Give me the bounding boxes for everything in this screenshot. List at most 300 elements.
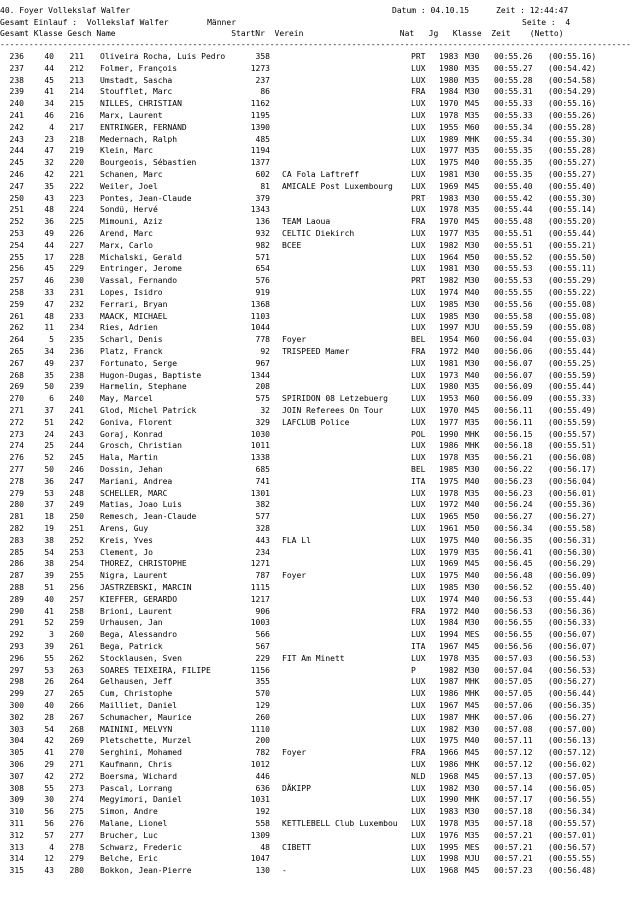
age-class: M35 bbox=[465, 229, 480, 238]
nationality: LUX bbox=[411, 111, 426, 120]
runner-name: Hala, Martin bbox=[100, 453, 158, 463]
net-time: (00:57.05) bbox=[548, 771, 597, 781]
gross-time: 00:55.33 bbox=[494, 111, 533, 120]
overall-rank: 283 bbox=[9, 535, 24, 545]
nationality: LUX bbox=[411, 75, 426, 85]
overall-rank: 264 bbox=[9, 335, 24, 345]
class-rank: 26 bbox=[44, 677, 54, 687]
runner-name: Bokkon, Jean-Pierre bbox=[100, 866, 192, 876]
nationality: LUX bbox=[411, 146, 426, 156]
gender-rank: 233 bbox=[69, 311, 84, 321]
gender-rank: 259 bbox=[69, 618, 84, 628]
gender-rank: 226 bbox=[69, 229, 84, 238]
class-rank: 38 bbox=[44, 535, 54, 545]
runner-name: Schanen, Marc bbox=[100, 170, 163, 179]
runner-name: Ries, Adrien bbox=[100, 323, 158, 333]
start-number: 485 bbox=[255, 134, 270, 144]
nationality: LUX bbox=[411, 712, 426, 722]
gender-rank: 251 bbox=[69, 524, 84, 533]
start-number: 92 bbox=[260, 347, 270, 356]
overall-rank: 281 bbox=[9, 512, 24, 522]
overall-rank: 310 bbox=[9, 807, 24, 817]
class-rank: 41 bbox=[44, 606, 54, 616]
gender-rank: 250 bbox=[69, 512, 84, 522]
overall-rank: 305 bbox=[9, 748, 24, 758]
net-time: (00:55.30) bbox=[548, 193, 597, 203]
runner-name: Klein, Marc bbox=[100, 146, 153, 156]
table-row bbox=[0, 630, 638, 640]
class-rank: 39 bbox=[44, 642, 54, 651]
start-number: 81 bbox=[260, 181, 270, 191]
overall-rank: 290 bbox=[9, 606, 24, 616]
nationality: ITA bbox=[411, 642, 426, 651]
runner-name: Bega, Patrick bbox=[100, 642, 163, 651]
gross-time: 00:55.51 bbox=[494, 229, 533, 238]
club: CIBETT bbox=[282, 842, 311, 852]
runner-name: Stoufflet, Marc bbox=[100, 87, 173, 97]
gross-time: 00:55.52 bbox=[494, 252, 533, 262]
gross-time: 00:57.21 bbox=[494, 830, 533, 840]
start-number: 1012 bbox=[250, 760, 270, 769]
table-row bbox=[0, 99, 638, 109]
overall-rank: 270 bbox=[9, 394, 24, 404]
runner-name: Schwarz, Frederic bbox=[100, 842, 182, 852]
gross-time: 00:55.26 bbox=[494, 52, 533, 61]
class-rank: 50 bbox=[44, 465, 54, 474]
gender-rank: 219 bbox=[69, 146, 84, 156]
class-rank: 33 bbox=[44, 288, 54, 297]
gender-rank: 257 bbox=[69, 594, 84, 604]
class-rank: 49 bbox=[44, 358, 54, 368]
start-number: 919 bbox=[255, 288, 270, 297]
overall-rank: 278 bbox=[9, 476, 24, 486]
class-rank: 29 bbox=[44, 760, 54, 769]
net-time: (00:55.08) bbox=[548, 323, 597, 333]
class-rank: 42 bbox=[44, 170, 54, 179]
gross-time: 00:57.21 bbox=[494, 842, 533, 852]
gender-rank: 222 bbox=[69, 181, 84, 191]
overall-rank: 238 bbox=[9, 75, 24, 85]
overall-rank: 239 bbox=[9, 87, 24, 97]
age-class: M35 bbox=[465, 547, 480, 557]
net-time: (00:55.57) bbox=[548, 429, 597, 439]
birth-year: 1994 bbox=[439, 630, 459, 640]
table-row bbox=[0, 406, 638, 416]
nationality: LUX bbox=[411, 134, 426, 144]
class-rank: 48 bbox=[44, 311, 54, 321]
birth-year: 1982 bbox=[439, 665, 459, 675]
table-row bbox=[0, 536, 638, 546]
nationality: FRA bbox=[411, 347, 426, 356]
age-class: MES bbox=[465, 630, 480, 640]
table-row bbox=[0, 87, 638, 97]
class-rank: 3 bbox=[49, 630, 54, 640]
runner-name: Marx, Laurent bbox=[100, 111, 163, 120]
class-rank: 43 bbox=[44, 193, 54, 203]
gross-time: 00:55.33 bbox=[494, 99, 533, 109]
net-time: (00:55.27) bbox=[548, 158, 597, 168]
overall-rank: 297 bbox=[9, 665, 24, 675]
gender-rank: 273 bbox=[69, 783, 84, 793]
birth-year: 1974 bbox=[439, 594, 459, 604]
birth-year: 1982 bbox=[439, 783, 459, 793]
gross-time: 00:57.14 bbox=[494, 783, 533, 793]
gross-time: 00:57.12 bbox=[494, 760, 533, 769]
gross-time: 00:57.03 bbox=[494, 653, 533, 663]
birth-year: 1967 bbox=[439, 701, 459, 710]
club: DÄKIPP bbox=[282, 783, 311, 793]
table-row bbox=[0, 760, 638, 770]
table-row bbox=[0, 477, 638, 487]
overall-rank: 306 bbox=[9, 760, 24, 769]
gender-rank: 235 bbox=[69, 335, 84, 345]
birth-year: 1980 bbox=[439, 382, 459, 392]
table-row bbox=[0, 500, 638, 510]
birth-year: 1969 bbox=[439, 181, 459, 191]
birth-year: 1965 bbox=[439, 512, 459, 522]
gross-time: 00:57.08 bbox=[494, 724, 533, 734]
club: SPIRIDON 08 Letzebuerg bbox=[282, 394, 388, 404]
nationality: LUX bbox=[411, 158, 426, 168]
start-number: 602 bbox=[255, 170, 270, 179]
class-rank: 35 bbox=[44, 181, 54, 191]
nationality: LUX bbox=[411, 795, 426, 805]
birth-year: 1990 bbox=[439, 795, 459, 805]
overall-rank: 272 bbox=[9, 417, 24, 427]
net-time: (00:55.50) bbox=[548, 252, 597, 262]
table-row bbox=[0, 654, 638, 664]
overall-rank: 267 bbox=[9, 358, 24, 368]
table-row bbox=[0, 123, 638, 133]
birth-year: 1980 bbox=[439, 75, 459, 85]
table-row bbox=[0, 831, 638, 841]
runner-name: Weiler, Joel bbox=[100, 181, 158, 191]
birth-year: 1961 bbox=[439, 524, 459, 533]
class-rank: 49 bbox=[44, 229, 54, 238]
start-number: 229 bbox=[255, 653, 270, 663]
gender-rank: 276 bbox=[69, 819, 84, 828]
overall-rank: 242 bbox=[9, 122, 24, 132]
gross-time: 00:56.45 bbox=[494, 559, 533, 569]
net-time: (00:55.16) bbox=[548, 52, 597, 61]
overall-rank: 309 bbox=[9, 795, 24, 805]
class-rank: 38 bbox=[44, 559, 54, 569]
net-time: (00:56.36) bbox=[548, 606, 597, 616]
nationality: P bbox=[411, 665, 416, 675]
nationality: LUX bbox=[411, 866, 426, 876]
gross-time: 00:56.09 bbox=[494, 394, 533, 404]
net-time: (00:54.58) bbox=[548, 75, 597, 85]
runner-name: Stocklausen, Sven bbox=[100, 653, 182, 663]
club: CELTIC Diekirch bbox=[282, 229, 355, 238]
nationality: LUX bbox=[411, 417, 426, 427]
start-number: 1344 bbox=[250, 370, 270, 380]
gross-time: 00:55.51 bbox=[494, 240, 533, 250]
age-class: M60 bbox=[465, 335, 480, 345]
table-row bbox=[0, 748, 638, 758]
table-row bbox=[0, 111, 638, 121]
start-number: 130 bbox=[255, 866, 270, 876]
runner-name: Boersma, Wichard bbox=[100, 771, 178, 781]
start-number: 208 bbox=[255, 382, 270, 392]
table-row bbox=[0, 713, 638, 723]
runner-name: Remesch, Jean-Claude bbox=[100, 512, 197, 522]
class-rank: 34 bbox=[44, 347, 54, 356]
start-number: 1011 bbox=[250, 441, 270, 451]
column-headers: Gesamt Klasse Gesch Name StartNr Verein Nat Jg Klasse Zeit (Netto) bbox=[0, 29, 564, 38]
net-time: (00:56.57) bbox=[548, 842, 597, 852]
net-time: (00:56.02) bbox=[548, 760, 597, 769]
gender-rank: 254 bbox=[69, 559, 84, 569]
net-time: (00:55.40) bbox=[548, 583, 597, 592]
start-number: 32 bbox=[260, 406, 270, 415]
class-rank: 35 bbox=[44, 370, 54, 380]
birth-year: 1978 bbox=[439, 205, 459, 215]
age-class: M40 bbox=[465, 571, 480, 581]
gross-time: 00:56.04 bbox=[494, 335, 533, 345]
gross-time: 00:57.17 bbox=[494, 795, 533, 805]
gross-time: 00:55.42 bbox=[494, 193, 533, 203]
gross-time: 00:56.24 bbox=[494, 500, 533, 510]
runner-name: MAACK, MICHAEL bbox=[100, 311, 168, 321]
nationality: LUX bbox=[411, 760, 426, 769]
net-time: (00:56.04) bbox=[548, 476, 597, 486]
runner-name: Goraj, Konrad bbox=[100, 429, 163, 439]
table-row bbox=[0, 323, 638, 333]
runner-name: Urhausen, Jan bbox=[100, 618, 163, 628]
nationality: LUX bbox=[411, 653, 426, 663]
nationality: PRT bbox=[411, 52, 426, 61]
time-label: Zeit : 12:44:47 bbox=[496, 6, 569, 15]
table-row bbox=[0, 300, 638, 310]
table-row bbox=[0, 135, 638, 145]
class-rank: 44 bbox=[44, 63, 54, 73]
gross-time: 00:55.58 bbox=[494, 311, 533, 321]
gender-rank: 234 bbox=[69, 323, 84, 333]
age-class: M45 bbox=[465, 642, 480, 651]
gender-rank: 236 bbox=[69, 347, 84, 356]
age-class: M30 bbox=[465, 807, 480, 817]
runner-name: Matias, Joao Luis bbox=[100, 500, 182, 510]
club: TRISPEED Mamer bbox=[282, 347, 350, 356]
age-class: M40 bbox=[465, 476, 480, 486]
table-row bbox=[0, 170, 638, 180]
start-number: 558 bbox=[255, 819, 270, 828]
overall-rank: 253 bbox=[9, 229, 24, 238]
net-time: (00:55.33) bbox=[548, 394, 597, 404]
start-number: 1110 bbox=[250, 724, 270, 734]
age-class: M30 bbox=[465, 193, 480, 203]
birth-year: 1953 bbox=[439, 394, 459, 404]
nationality: POL bbox=[411, 429, 426, 439]
gross-time: 00:56.53 bbox=[494, 606, 533, 616]
overall-rank: 244 bbox=[9, 146, 24, 156]
birth-year: 1981 bbox=[439, 264, 459, 274]
start-number: 200 bbox=[255, 736, 270, 746]
gender-rank: 255 bbox=[69, 571, 84, 581]
age-class: M35 bbox=[465, 382, 480, 392]
net-time: (00:55.28) bbox=[548, 122, 597, 132]
start-number: 778 bbox=[255, 335, 270, 345]
age-class: M35 bbox=[465, 205, 480, 215]
birth-year: 1977 bbox=[439, 417, 459, 427]
class-rank: 17 bbox=[44, 252, 54, 262]
table-row bbox=[0, 194, 638, 204]
class-rank: 36 bbox=[44, 217, 54, 227]
table-row bbox=[0, 595, 638, 605]
nationality: LUX bbox=[411, 524, 426, 533]
start-number: 571 bbox=[255, 252, 270, 262]
gross-time: 00:55.34 bbox=[494, 122, 533, 132]
runner-name: KIEFFER, GERARDO bbox=[100, 594, 178, 604]
runner-name: Hugon-Dugas, Baptiste bbox=[100, 370, 202, 380]
gross-time: 00:57.18 bbox=[494, 807, 533, 817]
start-number: 379 bbox=[255, 193, 270, 203]
table-row bbox=[0, 854, 638, 864]
table-row bbox=[0, 453, 638, 463]
birth-year: 1985 bbox=[439, 465, 459, 474]
start-number: 1377 bbox=[250, 158, 270, 168]
age-class: M35 bbox=[465, 63, 480, 73]
class-rank: 47 bbox=[44, 146, 54, 156]
table-row bbox=[0, 76, 638, 86]
net-time: (00:56.30) bbox=[548, 547, 597, 557]
nationality: PRT bbox=[411, 276, 426, 286]
start-number: 906 bbox=[255, 606, 270, 616]
start-number: 358 bbox=[255, 52, 270, 61]
net-time: (00:55.40) bbox=[548, 181, 597, 191]
gross-time: 00:56.34 bbox=[494, 524, 533, 533]
table-row bbox=[0, 182, 638, 192]
net-time: (00:55.58) bbox=[548, 524, 597, 533]
nationality: LUX bbox=[411, 288, 426, 297]
table-row bbox=[0, 465, 638, 475]
age-class: M50 bbox=[465, 524, 480, 533]
net-time: (00:55.44) bbox=[548, 347, 597, 356]
age-class: M30 bbox=[465, 52, 480, 61]
gross-time: 00:56.41 bbox=[494, 547, 533, 557]
class-rank: 12 bbox=[44, 854, 54, 864]
birth-year: 1977 bbox=[439, 146, 459, 156]
start-number: 1368 bbox=[250, 299, 270, 309]
net-time: (00:57.01) bbox=[548, 830, 597, 840]
gross-time: 00:56.06 bbox=[494, 347, 533, 356]
gross-time: 00:56.23 bbox=[494, 476, 533, 486]
runner-name: Clement, Jo bbox=[100, 547, 153, 557]
gender-rank: 227 bbox=[69, 240, 84, 250]
table-row bbox=[0, 394, 638, 404]
age-class: M30 bbox=[465, 783, 480, 793]
overall-rank: 308 bbox=[9, 783, 24, 793]
nationality: LUX bbox=[411, 205, 426, 215]
overall-rank: 303 bbox=[9, 724, 24, 734]
class-rank: 19 bbox=[44, 524, 54, 533]
start-number: 1194 bbox=[250, 146, 270, 156]
class-rank: 41 bbox=[44, 748, 54, 758]
gender-rank: 275 bbox=[69, 807, 84, 817]
age-class: M40 bbox=[465, 158, 480, 168]
nationality: LUX bbox=[411, 512, 426, 522]
nationality: LUX bbox=[411, 99, 426, 109]
runner-name: NILLES, CHRISTIAN bbox=[100, 99, 182, 109]
class-rank: 23 bbox=[44, 134, 54, 144]
net-time: (00:56.27) bbox=[548, 712, 597, 722]
net-time: (00:55.08) bbox=[548, 311, 597, 321]
net-time: (00:56.08) bbox=[548, 453, 597, 463]
birth-year: 1978 bbox=[439, 453, 459, 463]
birth-year: 1975 bbox=[439, 571, 459, 581]
class-rank: 48 bbox=[44, 205, 54, 215]
gender-rank: 261 bbox=[69, 642, 84, 651]
net-time: (00:56.35) bbox=[548, 701, 597, 710]
gender-rank: 271 bbox=[69, 760, 84, 769]
class-rank: 51 bbox=[44, 583, 54, 592]
class-rank: 36 bbox=[44, 476, 54, 486]
age-class: MHK bbox=[465, 134, 480, 144]
birth-year: 1970 bbox=[439, 217, 459, 227]
gender-rank: 245 bbox=[69, 453, 84, 463]
date-label: Datum : 04.10.15 bbox=[392, 6, 470, 15]
nationality: LUX bbox=[411, 630, 426, 640]
net-time: (00:55.03) bbox=[548, 335, 597, 345]
birth-year: 1987 bbox=[439, 712, 459, 722]
net-time: (00:55.44) bbox=[548, 382, 597, 392]
gross-time: 00:57.06 bbox=[494, 701, 533, 710]
age-class: M30 bbox=[465, 276, 480, 286]
nationality: LUX bbox=[411, 571, 426, 581]
gross-time: 00:57.23 bbox=[494, 866, 533, 876]
table-row bbox=[0, 276, 638, 286]
runner-name: THOREZ, CHRISTOPHE bbox=[100, 559, 187, 569]
overall-rank: 265 bbox=[9, 347, 24, 356]
table-row bbox=[0, 146, 638, 156]
overall-rank: 311 bbox=[9, 819, 24, 828]
overall-rank: 254 bbox=[9, 240, 24, 250]
start-number: 86 bbox=[260, 87, 270, 97]
age-class: MHK bbox=[465, 760, 480, 769]
age-class: M40 bbox=[465, 535, 480, 545]
age-class: M30 bbox=[465, 358, 480, 368]
nationality: LUX bbox=[411, 252, 426, 262]
overall-rank: 246 bbox=[9, 170, 24, 179]
birth-year: 1985 bbox=[439, 299, 459, 309]
overall-rank: 277 bbox=[9, 465, 24, 474]
birth-year: 1978 bbox=[439, 111, 459, 120]
overall-rank: 304 bbox=[9, 736, 24, 746]
gender-rank: 258 bbox=[69, 606, 84, 616]
net-time: (00:55.51) bbox=[548, 441, 597, 451]
table-row bbox=[0, 725, 638, 735]
age-class: M40 bbox=[465, 500, 480, 510]
class-rank: 56 bbox=[44, 819, 54, 828]
net-time: (00:56.53) bbox=[548, 653, 597, 663]
age-class: M30 bbox=[465, 264, 480, 274]
age-class: M45 bbox=[465, 406, 480, 415]
club: JOIN Referees On Tour bbox=[282, 406, 384, 415]
runner-name: Pascal, Lorrang bbox=[100, 783, 173, 793]
table-row bbox=[0, 288, 638, 298]
age-class: M45 bbox=[465, 559, 480, 569]
net-time: (00:55.08) bbox=[548, 299, 597, 309]
gender-rank: 277 bbox=[69, 830, 84, 840]
gross-time: 00:57.11 bbox=[494, 736, 533, 746]
net-time: (00:56.13) bbox=[548, 736, 597, 746]
gross-time: 00:57.13 bbox=[494, 771, 533, 781]
gender-rank: 263 bbox=[69, 665, 84, 675]
runner-name: Medernach, Ralph bbox=[100, 134, 178, 144]
overall-rank: 299 bbox=[9, 689, 24, 699]
class-rank: 54 bbox=[44, 724, 54, 734]
